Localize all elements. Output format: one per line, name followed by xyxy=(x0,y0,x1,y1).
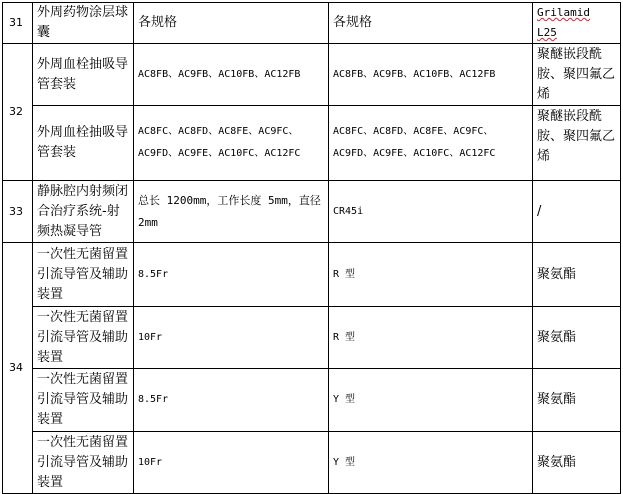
table-row xyxy=(3,44,621,106)
material-cell: / xyxy=(533,181,621,243)
spec-cell-2: R 型 xyxy=(329,243,533,307)
material-cell: 聚氨酯 xyxy=(533,369,621,432)
material-cell: 聚醚嵌段酰胺、聚四氟乙烯 xyxy=(533,44,621,106)
product-name: 静脉腔内射频闭合治疗系统-射频热凝导管 xyxy=(33,181,134,243)
spec-cell-2: R 型 xyxy=(329,307,533,369)
table-row xyxy=(3,243,621,307)
table-row xyxy=(3,369,621,432)
spec-cell-2: AC8FB、AC9FB、AC10FB、AC12FB xyxy=(329,44,533,106)
product-name: 一次性无菌留置引流导管及辅助装置 xyxy=(33,243,134,307)
spec-cell: 10Fr xyxy=(134,432,329,494)
product-name: 外周药物涂层球囊 xyxy=(33,3,134,44)
material-cell: 聚醚嵌段酰胺、聚四氟乙烯 xyxy=(533,106,621,181)
spec-cell: 总长 1200mm，工作长度 5mm，直径 2mm xyxy=(134,181,329,243)
product-name: 外周血栓抽吸导管套装 xyxy=(33,44,134,106)
product-table xyxy=(2,2,621,494)
material-cell: 聚氨酯 xyxy=(533,432,621,494)
spec-cell: 8.5Fr xyxy=(134,243,329,307)
spec-cell: 10Fr xyxy=(134,307,329,369)
product-name: 一次性无菌留置引流导管及辅助装置 xyxy=(33,307,134,369)
spec-cell-2: Y 型 xyxy=(329,369,533,432)
row-number: 34 xyxy=(3,243,33,494)
table-row xyxy=(3,3,621,44)
material-cell xyxy=(533,3,621,44)
material-cell: 聚氨酯 xyxy=(533,243,621,307)
table-row xyxy=(3,307,621,369)
spec-cell-2: CR45i xyxy=(329,181,533,243)
spec-cell: AC8FB、AC9FB、AC10FB、AC12FB xyxy=(134,44,329,106)
product-name: 外周血栓抽吸导管套装 xyxy=(33,106,134,181)
table-row xyxy=(3,432,621,494)
material-text: Grilamid L25 xyxy=(537,6,590,39)
spec-cell: AC8FC、AC8FD、AC8FE、AC9FC、AC9FD、AC9FE、AC10FC、AC12FC xyxy=(134,106,329,181)
product-name: 一次性无菌留置引流导管及辅助装置 xyxy=(33,369,134,432)
spec-cell: 8.5Fr xyxy=(134,369,329,432)
table-row xyxy=(3,106,621,181)
row-number: 31 xyxy=(3,3,33,44)
spec-cell-2: Y 型 xyxy=(329,432,533,494)
product-name: 一次性无菌留置引流导管及辅助装置 xyxy=(33,432,134,494)
spec-cell: 各规格 xyxy=(134,3,329,44)
row-number: 32 xyxy=(3,44,33,181)
spec-cell-2: 各规格 xyxy=(329,3,533,44)
table-row xyxy=(3,181,621,243)
spec-cell-2: AC8FC、AC8FD、AC8FE、AC9FC、AC9FD、AC9FE、AC10FC、AC12FC xyxy=(329,106,533,181)
material-cell: 聚氨酯 xyxy=(533,307,621,369)
row-number: 33 xyxy=(3,181,33,243)
